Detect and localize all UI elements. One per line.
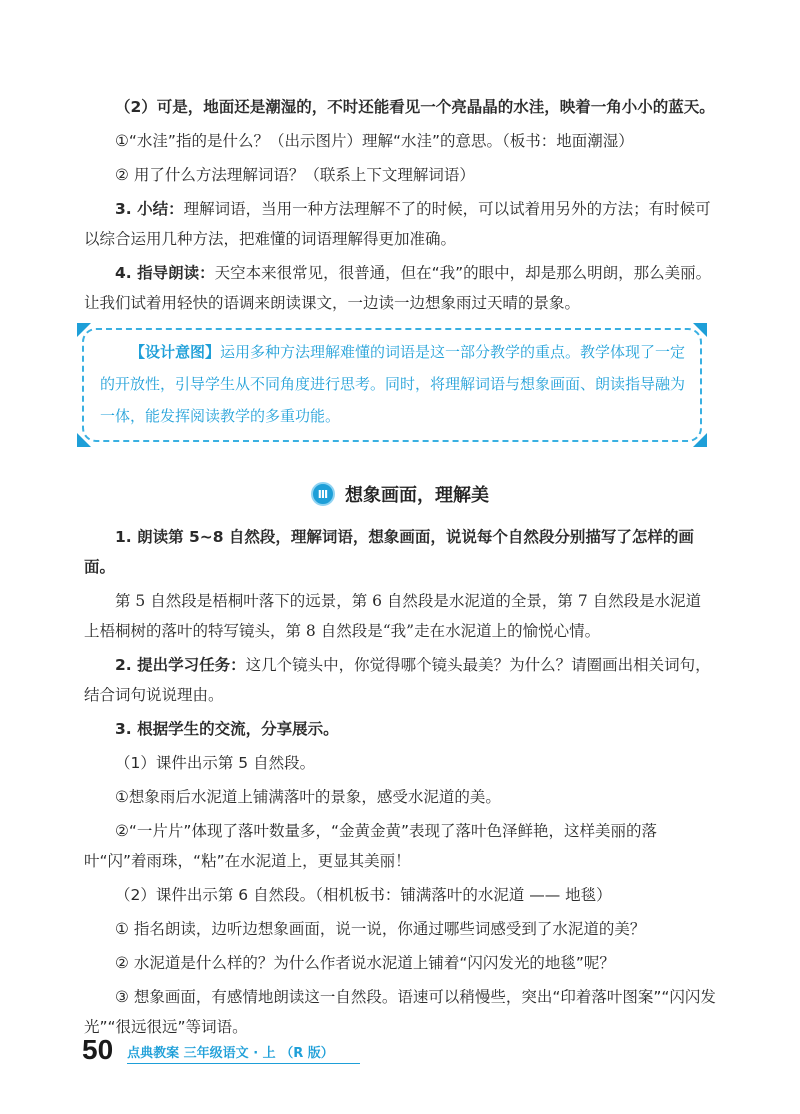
step-2 <box>84 650 716 710</box>
corner-ornament <box>77 323 91 337</box>
summary-text: 理解词语，当用一种方法理解不了的时候，可以试着用另外的方法；有时候可以综合运用几种方法，把难懂的词语理解得更加准确。 <box>84 200 711 248</box>
step-2-text: 这几个镜头中，你觉得哪个镜头最美？为什么？请圈画出相关词句，结合词句说说理由。 <box>84 656 711 704</box>
sub-item-2c: ③ 想象画面，有感情地朗读这一自然段。语速可以稍慢些，突出“印着落叶图案”“闪闪发光”“很远很远”等词语。 <box>84 988 716 1036</box>
summary-label: 3. 小结： <box>115 200 184 218</box>
reading-text: 天空本来很常见，很普通，但在“我”的眼中，却是那么明朗，那么美丽。让我们试着用轻快的语调来朗读课文，一边读一边想象雨过天晴的景象。 <box>84 264 712 312</box>
summary <box>84 194 716 254</box>
reading-label: 4. 指导朗读： <box>115 264 215 282</box>
step-3: 3. 根据学生的交流，分享展示。 <box>115 720 339 738</box>
design-intent-box <box>82 328 702 442</box>
page-footer <box>82 1036 360 1064</box>
question-2: ② 用了什么方法理解词语？（联系上下文理解词语） <box>115 166 475 184</box>
sub-item-2b: ② 水泥道是什么样的？为什么作者说水泥道上铺着“闪闪发光的地毯”呢？ <box>115 954 615 972</box>
corner-ornament <box>693 433 707 447</box>
page-content <box>84 92 716 1042</box>
corner-ornament <box>693 323 707 337</box>
design-intent-label: 【设计意图】 <box>130 343 221 361</box>
corner-ornament <box>77 433 91 447</box>
book-title: 点典教案 三年级语文 · 上 （R 版） <box>127 1042 360 1064</box>
sub-item-1b: ②“一片片”体现了落叶数量多，“金黄金黄”表现了落叶色泽鲜艳，这样美丽的落叶“闪”着雨珠，“粘”在水泥道上，更显其美丽！ <box>84 822 658 870</box>
page-number: 50 <box>82 1034 114 1065</box>
paragraph-2: （2）可是，地面还是潮湿的，不时还能看见一个亮晶晶的水洼，映着一角小小的蓝天。 <box>115 98 715 116</box>
reading-guide <box>84 258 716 318</box>
sub-item-2a: ① 指名朗读，边听边想象画面，说一说，你通过哪些词感受到了水泥道的美？ <box>115 920 646 938</box>
sub-item-1a: ①想象雨后水泥道上铺满落叶的景象，感受水泥道的美。 <box>115 788 501 806</box>
design-intent-text <box>100 336 688 432</box>
step-1-detail: 第 5 自然段是梧桐叶落下的远景，第 6 自然段是水泥道的全景，第 7 自然段是水泥道上梧桐树的落叶的特写镜头，第 8 自然段是“我”走在水泥道上的愉悦心情。 <box>84 592 702 640</box>
section-header <box>84 478 716 510</box>
sub-item-2: （2）课件出示第 6 自然段。（相机板书：铺满落叶的水泥道 —— 地毯） <box>115 886 612 904</box>
design-intent-body: 运用多种方法理解难懂的词语是这一部分教学的重点。教学体现了一定的开放性，引导学生从不同角度进行思考。同时，将理解词语与想象画面、朗读指导融为一体，能发挥阅读教学的多重功能。 <box>100 343 686 425</box>
step-2-label: 2. 提出学习任务： <box>115 656 246 674</box>
question-1: ①“水洼”指的是什么？（出示图片）理解“水洼”的意思。（板书：地面潮湿） <box>115 132 634 150</box>
sub-item-1: （1）课件出示第 5 自然段。 <box>115 754 316 772</box>
section-numeral-badge: Ⅲ <box>311 482 335 506</box>
section-title: 想象画面，理解美 <box>345 485 489 506</box>
step-1: 1. 朗读第 5~8 自然段，理解词语，想象画面，说说每个自然段分别描写了怎样的画面。 <box>84 528 694 576</box>
